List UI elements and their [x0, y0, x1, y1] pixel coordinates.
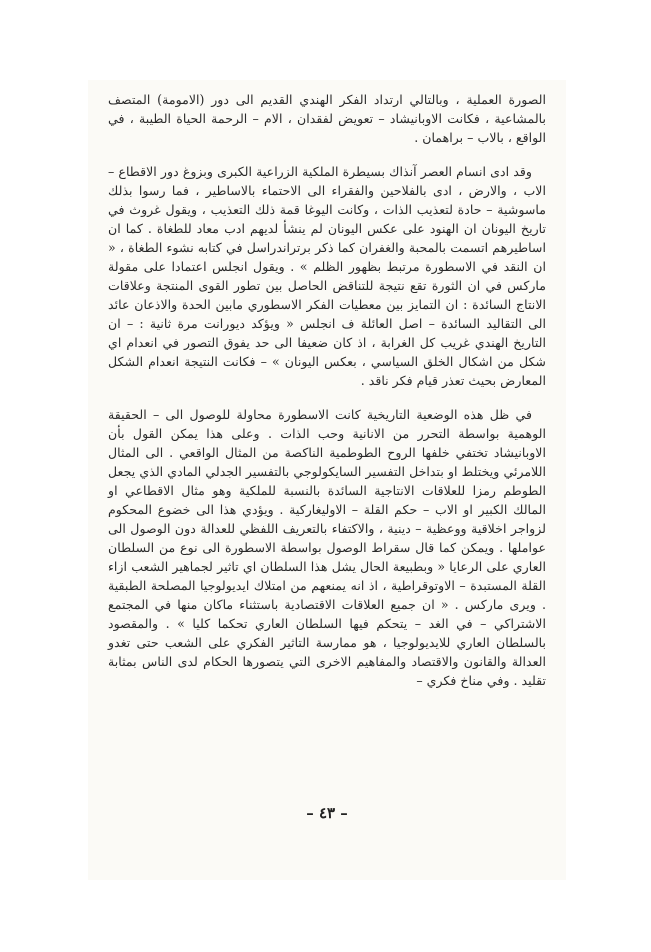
page-number: – ٤٣ –: [306, 804, 348, 822]
paragraph: وقد ادى انسام العصر آنذاك بسيطرة الملكية الزراعية الكبرى وبزوغ دور الاقطاع – الاب ، والارض ، ادى بالفلاحين والفقراء الى الاحتماء بالاساطير ، فما رسوا بذلك ماسوشية – حادة لتعذيب الذات ، وكانت اليوغا قمة ذلك التعذيب ، ويقول غروث في تاريخ اليونان ان الهنود على عكس اليونان لم ينشأ لديهم ادب معاد للطغاة . كما ان اساطيرهم اتسمت بالمحبة والغفران كما ذكر برتراندراسل في كتابه نشوء الطغاة ، « ان النقد في الاسطورة مرتبط بظهور الظلم » . ويقول انجلس اعتمادا على مقولة ماركس في ان الثورة تقع نتيجة للتناقض الحاصل بين تطور القوى المنتجة وعلاقات الانتاج السائدة : ان التمايز بين معطيات الفكر الاسطوري مابين الحدة والاذعان عائد الى التقاليد السائدة – اصل العائلة ف انجلس « ويؤكد ديورانت مرة ثانية : – ان التاريخ الهندي غريب كل الغرابة ، اذ كان ضعيفا الى حد يفوق التصور في انعدام اي شكل من اشكال الخلق السياسي ، بعكس اليونان » – فكانت النتيجة انعدام الشكل المعارض بحيث تعذر قيام فكر ناقد .: [108, 164, 546, 388]
paragraph: في ظل هذه الوضعية التاريخية كانت الاسطورة محاولة للوصول الى – الحقيقة الوهمية بواسطة التحرر من الانانية وحب الذات . وعلى هذا يمكن القول بأن الاوبانيشاد تختفي خلفها الروح الطوطمية الناكصة من المثال الواقعي . الى المثال اللامرئي ويختلط او بتداخل التفسير السايكولوجي بالتفسير الجدلي المادي الذي يجعل الطوطم رمزا للعلاقات الانتاجية السائدة بالنسبة للملكية وهو مثال الاقطاعي او المالك الكبير او الاب – حكم القلة – الاوليغاركية . ويؤدي هذا الى خضوع المحكوم لزواجر اخلاقية ووعظية – دينية ، والاكتفاء بالتعريف اللفظي للعدالة دون الوصول الى عواملها . ويمكن كما قال سقراط الوصول بواسطة الاسطورة الى نوع من السلطان العاري على الرعايا « وبطبيعة الحال يشل هذا السلطان اي تاثير لجماهير الشعب ازاء القلة المستبدة – الاوتوقراطية ، اذ انه يمنعهم من امتلاك ايديولوجيا المصلحة الطبقية . ويرى ماركس . « ان جميع العلاقات الاقتصادية باستثناء ماكان منها في المجتمع الاشتراكي – في الغد – يتحكم فيها السلطان العاري تحكما كليا » . والمقصود بالسلطان العاري للايديولوجيا ، هو ممارسة التاثير الفكري على الشعب حتى تغدو العدالة والقانون والاقتصاد والمفاهيم الاخرى التي يتصورها الحكام لدى الناس بمثابة تقليد . وفي مناخ فكري –: [108, 407, 546, 688]
paragraph: الصورة العملية ، وبالتالي ارتداد الفكر الهندي القديم الى دور (الامومة) المتصف بالمشاعية ، فكانت الاوبانيشاد – تعويض لفقدان ، الام – الرحمة الحياة الطيبة ، في الواقع ، بالاب – براهمان .: [108, 92, 546, 145]
body-text: [108, 90, 546, 705]
book-page: [88, 80, 566, 880]
